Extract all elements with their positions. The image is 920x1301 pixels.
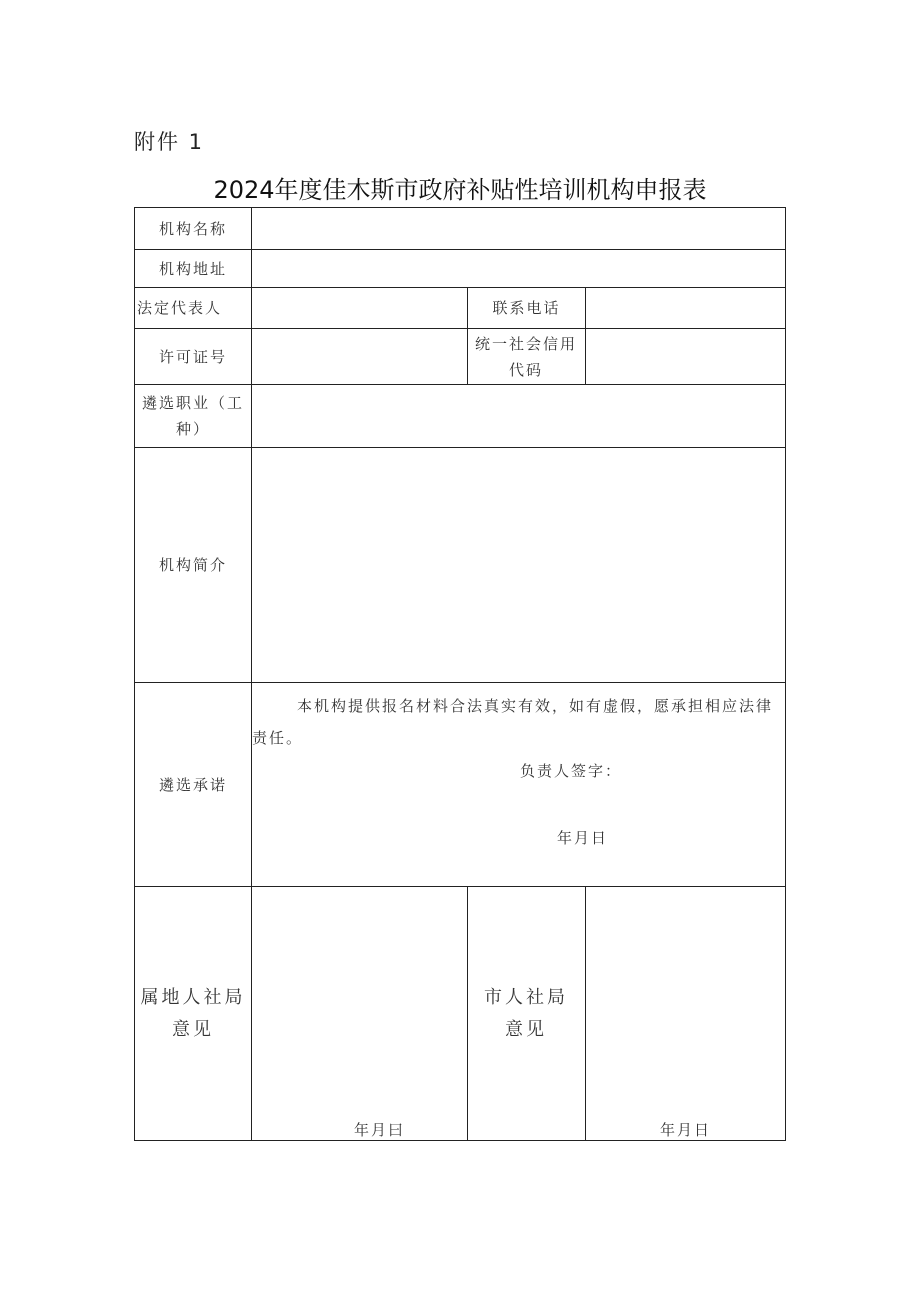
attachment-label: 附件 1 <box>134 130 205 154</box>
license-field[interactable] <box>252 329 467 384</box>
intro-label: 机构简介 <box>158 556 227 574</box>
occupation-label: 遴选职业（工种） <box>141 394 244 438</box>
local-bureau-date: 年月曰 <box>354 1121 406 1139</box>
legal-rep-field[interactable] <box>252 288 467 328</box>
occupation-field[interactable] <box>252 385 785 447</box>
legal-rep-label: 法定代表人 <box>137 299 223 317</box>
org-address-field[interactable] <box>252 250 785 287</box>
org-name-label: 机构名称 <box>158 219 227 238</box>
commitment-text: 本机构提供报名材料合法真实有效，如有虚假，愿承担相应法律责任。 <box>252 697 774 747</box>
table-border-right <box>785 207 786 1141</box>
intro-field[interactable] <box>252 448 785 682</box>
form-title-text: 2024年度佳木斯市政府补贴性培训机构申报表 <box>213 176 707 204</box>
commitment-label: 遴选承诺 <box>158 775 227 794</box>
table-border-bottom <box>134 1140 786 1141</box>
credit-code-field[interactable] <box>586 329 785 384</box>
commitment-block <box>252 690 784 754</box>
signature-label: 负责人签字： <box>520 762 623 780</box>
city-bureau-label: 市人社局意见 <box>484 986 568 1040</box>
phone-label: 联系电话 <box>492 299 561 317</box>
org-address-label: 机构地址 <box>158 259 227 278</box>
column-divider <box>467 886 468 1141</box>
local-bureau-opinion-field[interactable] <box>252 887 467 1140</box>
phone-field[interactable] <box>586 288 785 328</box>
city-bureau-date: 年月日 <box>660 1121 712 1139</box>
license-label: 许可证号 <box>158 347 227 366</box>
credit-code-label: 统一社会信用代码 <box>474 334 577 379</box>
org-name-field[interactable] <box>252 208 785 249</box>
commitment-date: 年月日 <box>557 829 609 847</box>
city-bureau-opinion-field[interactable] <box>586 887 785 1140</box>
local-bureau-label: 属地人社局意见 <box>140 986 246 1040</box>
